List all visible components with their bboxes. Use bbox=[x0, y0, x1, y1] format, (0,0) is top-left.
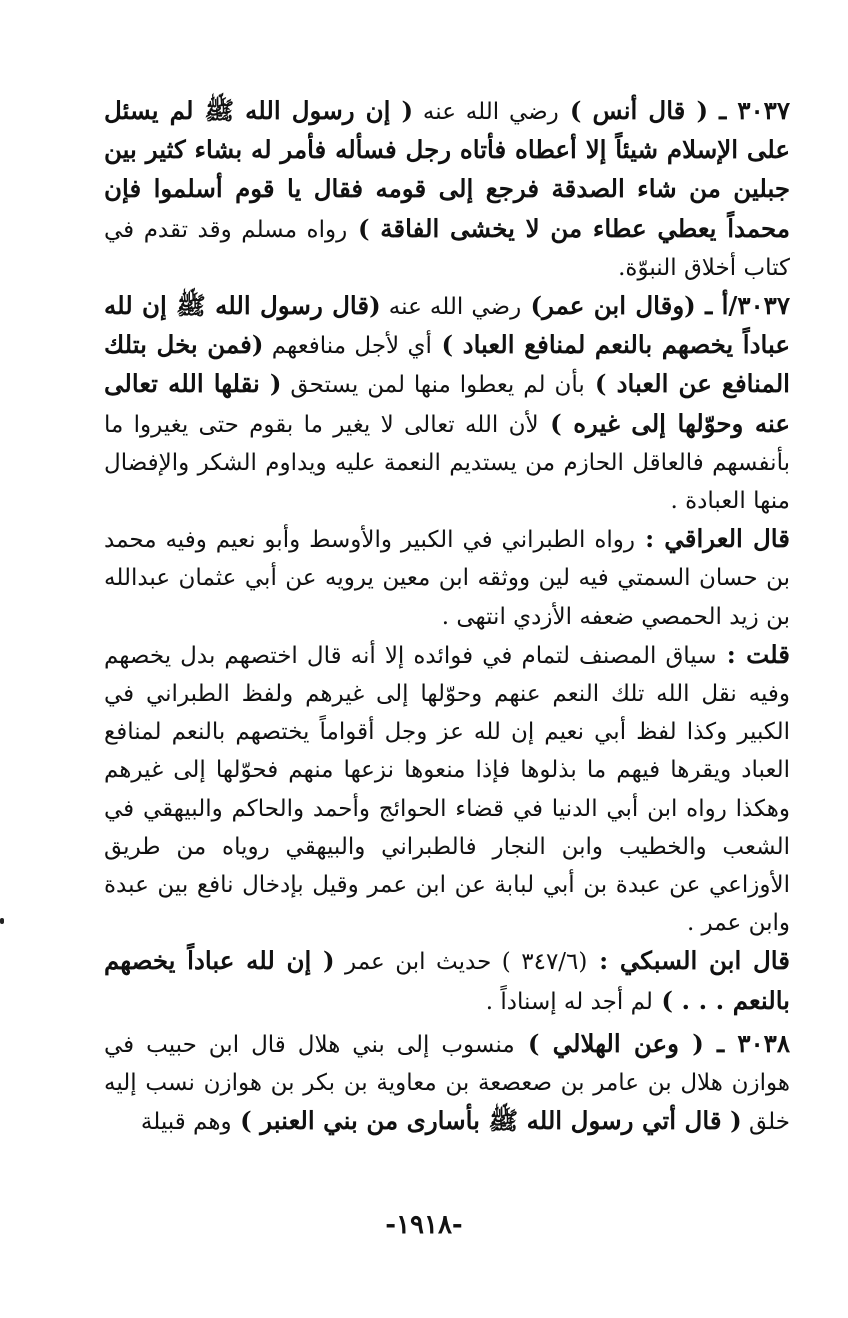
text-run: وهم قبيلة bbox=[140, 1109, 232, 1136]
text-run: رضي الله عنه bbox=[413, 99, 559, 125]
text-run: رضي الله عنه bbox=[380, 294, 522, 321]
page-number: -١٩١٨- bbox=[385, 1210, 463, 1240]
text-run: رواه الطبراني في الكبير والأوسط وأبو نعيم وفيه محمد بن حسان السمتي فيه لين ووثقه ابن معين يرويه عن أبي عثمان عبدالله بن زيد الحمصي ضعفه الأزدي انتهى . bbox=[104, 527, 790, 630]
bold-run: ٣٠٣٧ ـ ( قال أنس ) bbox=[558, 96, 790, 125]
text-run: منسوب إلى بني هلال قال ابن حبيب في هوازن هلال بن عامر بن صعصعة بن معاوية بن بكر بن هوازن نسب إليه خلق bbox=[104, 1031, 790, 1136]
margin-mark bbox=[0, 918, 4, 924]
paragraph-p3037a bbox=[104, 287, 790, 520]
text-run: رواه مسلم وقد تقدم في كتاب أخلاق النبوّة. bbox=[104, 216, 790, 281]
bold-run: قال ابن السبكي : bbox=[587, 946, 790, 976]
bold-run: (قال رسول الله ﷺ إن لله عباداً يخصهم بالنعم لمنافع العباد ) bbox=[104, 291, 790, 360]
bold-run: ( إن رسول الله ﷺ لم يسئل على الإسلام شيئاً إلا أعطاه فأتاه رجل فسأله فأمر له بشاء كثير بين جبلين من شاء الصدقة فرجع إلى قومه فقال يا قوم أسلموا فإن محمداً يعطي عطاء من لا يخشى الفاقة ) bbox=[104, 96, 790, 243]
bold-run: ٣٠٣٨ ـ ( وعن الهلالي ) bbox=[514, 1028, 790, 1058]
text-run: أي لأجل منافعهم bbox=[263, 333, 432, 360]
bold-run: قلت : bbox=[716, 639, 791, 669]
bold-run: (فمن بخل بتلك المنافع عن العباد ) bbox=[104, 330, 790, 399]
paragraph-p-subki bbox=[104, 942, 790, 1020]
text-run: بأن لم يعطوا منها لمن يستحق bbox=[281, 372, 585, 399]
paragraph-p-qultu bbox=[104, 636, 790, 943]
paragraph-p3038 bbox=[104, 1025, 790, 1142]
text-run: (٣٤٧/٦ ) حديث ابن عمر bbox=[334, 949, 588, 976]
text-run: لم أجد له إسناداً . bbox=[485, 988, 653, 1015]
bold-run: قال العراقي : bbox=[634, 524, 790, 554]
bold-run: ٣٠٣٧/أ ـ (وقال ابن عمر) bbox=[521, 291, 790, 321]
bold-run: ( نقلها الله تعالى عنه وحوّلها إلى غيره ) bbox=[104, 369, 790, 438]
text-run: سياق المصنف لتمام في فوائده إلا أنه قال اختصهم بدل يخصهم وفيه نقل الله تلك النعم عنهم وحوّلها إلى غيرهم ولفظ الطبراني في الكبير وكذا لفظ أبي نعيم إن لله عز وجل أقواماً يختصهم بالنعم لمنافع العباد ويقرها فيهم ما بذلوها فإذا منعوها نزعها منهم فحوّلها إلى غيرهم وهكذا رواه ابن أبي الدنيا في قضاء الحوائج وأحمد والحاكم والبيهقي في الشعب والخطيب وابن النجار فالطبراني والبيهقي روياه من طريق الأوزاعي عن عبدة بن أبي لبابة عن ابن عمر وقيل بإدخال نافع بين عبدة وابن عمر . bbox=[104, 642, 790, 937]
page-body bbox=[104, 92, 790, 1141]
paragraph-p-iraqi bbox=[104, 520, 790, 636]
bold-run: ( قال أتي رسول الله ﷺ بأسارى من بني العنبر ) bbox=[231, 1106, 742, 1136]
text-run: لأن الله تعالى لا يغير ما بقوم حتى يغيروا ما بأنفسهم فالعاقل الحازم من يستديم النعمة عليه ويداوم الشكر والإفضال منها العبادة . bbox=[104, 411, 790, 515]
bold-run: ( إن لله عباداً يخصهم بالنعم . . . ) bbox=[104, 946, 790, 1015]
paragraph-p3037 bbox=[104, 92, 790, 287]
